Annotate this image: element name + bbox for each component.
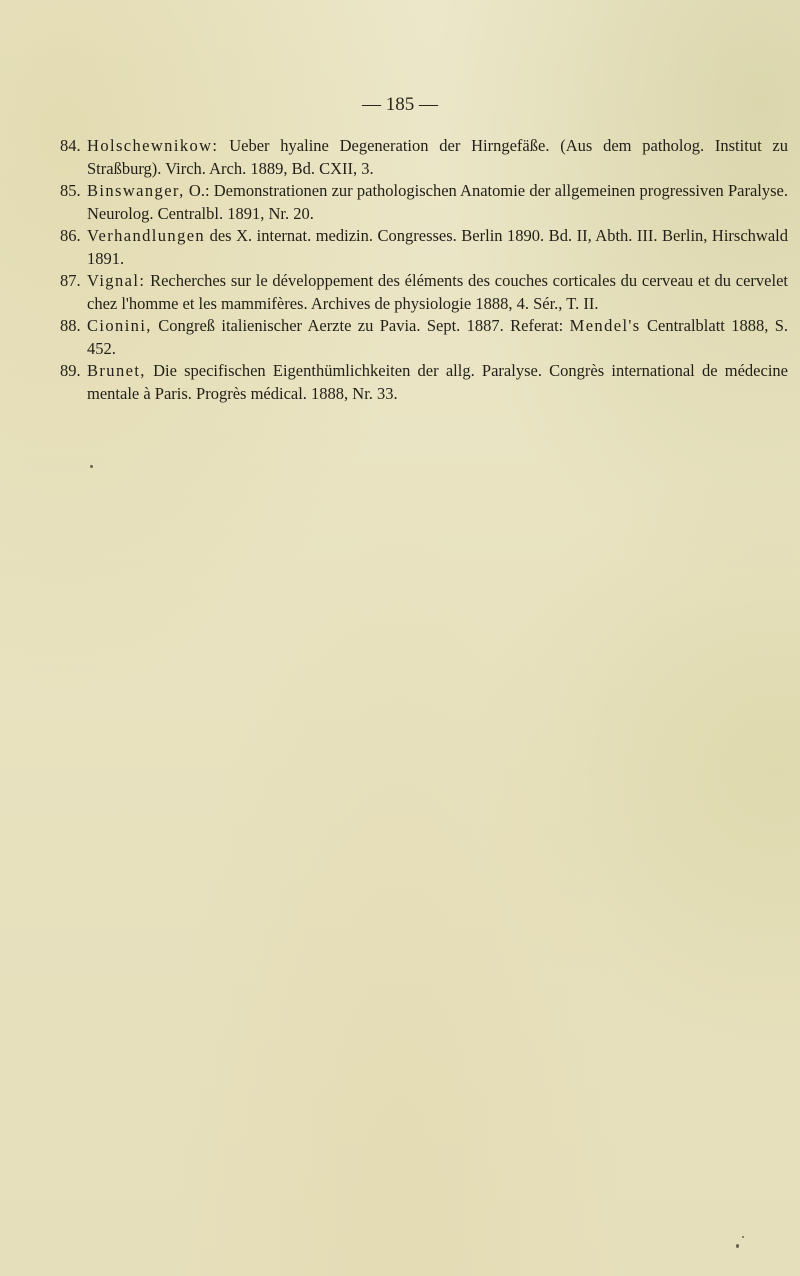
reference-number: 84. [60,136,81,155]
paper-speck [90,465,93,468]
reference-text: Recherches sur le développement des éléments des couches corticales du cerveau et du cervelet chez l'homme et les mammifères. Archives de physiologie 1888, 4. Sér., T. II. [87,271,788,313]
reference-text: O.: Demonstrationen zur pathologischen Anatomie der allgemeinen progressiven Paralyse. Neurolog. Centralbl. 1891, Nr. 20. [87,181,789,223]
reference-author: Binswanger, [87,181,185,200]
reference-item [60,360,788,405]
reference-number: 85. [60,181,81,200]
reference-item [60,135,788,180]
reference-author: Cionini, [87,316,152,335]
reference-text: des X. internat. medizin. Congresses. Berlin 1890. Bd. II, Abth. III. Berlin, Hirschwald 1891. [87,226,788,268]
reference-text: Congreß italienischer Aerzte zu Pavia. Sept. 1887. Referat: [158,316,564,335]
reference-item [60,225,788,270]
reference-text-secondary: Centralblatt 1888, S. 452. [87,316,789,358]
reference-number: 88. [60,316,81,335]
reference-author: Vignal: [87,271,146,290]
paper-speck [742,1236,744,1238]
reference-author-secondary: Mendel's [569,316,641,335]
reference-author: Verhandlungen [87,226,206,245]
reference-number: 89. [60,361,81,380]
reference-author: Brunet, [87,361,146,380]
reference-number: 86. [60,226,81,245]
reference-number: 87. [60,271,81,290]
reference-list [60,135,788,405]
paper-speck [736,1244,739,1248]
reference-item [60,315,788,360]
reference-item [60,180,788,225]
reference-text: Ueber hyaline Degeneration der Hirngefäße. (Aus dem patholog. Institut zu Straßburg). Virch. Arch. 1889, Bd. CXII, 3. [87,136,788,178]
reference-item [60,270,788,315]
reference-author: Holschewnikow: [87,136,219,155]
page-number: — 185 — [362,94,438,115]
reference-text: Die specifischen Eigenthümlichkeiten der allg. Paralyse. Congrès international de médecine mentale à Paris. Progrès médical. 1888, Nr. 33. [87,361,788,403]
